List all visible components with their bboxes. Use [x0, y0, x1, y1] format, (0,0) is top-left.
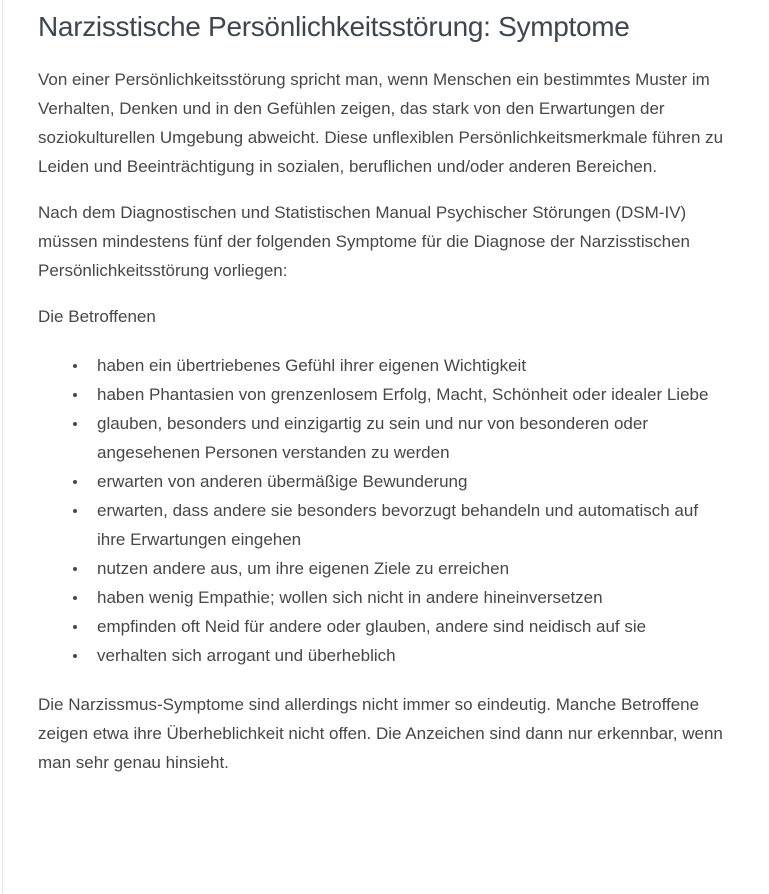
symptom-item: glauben, besonders und einzigartig zu sein und nur von besonderen oder angesehenen Personen verstanden zu werden: [97, 409, 731, 467]
symptom-list: [38, 351, 731, 670]
symptom-item: empfinden oft Neid für andere oder glauben, andere sind neidisch auf sie: [97, 612, 731, 641]
intro-paragraph: Von einer Persönlichkeitsstörung spricht man, wenn Menschen ein bestimmtes Muster im Verhalten, Denken und in den Gefühlen zeigen, das stark von den Erwartungen der soziokulturellen Umgebung abweicht. Diese unflexiblen Persönlichkeitsmerkmale führen zu Leiden und Beeinträchtigung in sozialen, beruflichen und/oder anderen Bereichen.: [38, 70, 724, 176]
symptom-item: haben ein übertriebenes Gefühl ihrer eigenen Wichtigkeit: [97, 351, 731, 380]
symptom-item: verhalten sich arrogant und überheblich: [97, 641, 731, 670]
closing-paragraph: Die Narzissmus-Symptome sind allerdings nicht immer so eindeutig. Manche Betroffene zeigen etwa ihre Überheblichkeit nicht offen. Die Anzeichen sind dann nur erkennbar, wenn man sehr genau hinsieht.: [38, 695, 723, 772]
dsm-criteria-paragraph: Nach dem Diagnostischen und Statistischen Manual Psychischer Störungen (DSM-IV) müssen mindestens fünf der folgenden Symptome für die Diagnose der Narzisstischen Persönlichkeitsstörung vorliegen:: [38, 203, 691, 280]
symptom-item: erwarten von anderen übermäßige Bewunderung: [97, 467, 731, 496]
article-page: [2, 0, 769, 894]
symptom-item: erwarten, dass andere sie besonders bevorzugt behandeln und automatisch auf ihre Erwartungen eingehen: [97, 496, 731, 554]
symptom-list-intro: Die Betroffenen: [38, 307, 156, 326]
symptom-item: haben Phantasien von grenzenlosem Erfolg, Macht, Schönheit oder idealer Liebe: [97, 380, 731, 409]
page-title: Narzisstische Persönlichkeitsstörung: Symptome: [38, 11, 630, 42]
symptom-item: haben wenig Empathie; wollen sich nicht in andere hineinversetzen: [97, 583, 731, 612]
symptom-item: nutzen andere aus, um ihre eigenen Ziele zu erreichen: [97, 554, 731, 583]
